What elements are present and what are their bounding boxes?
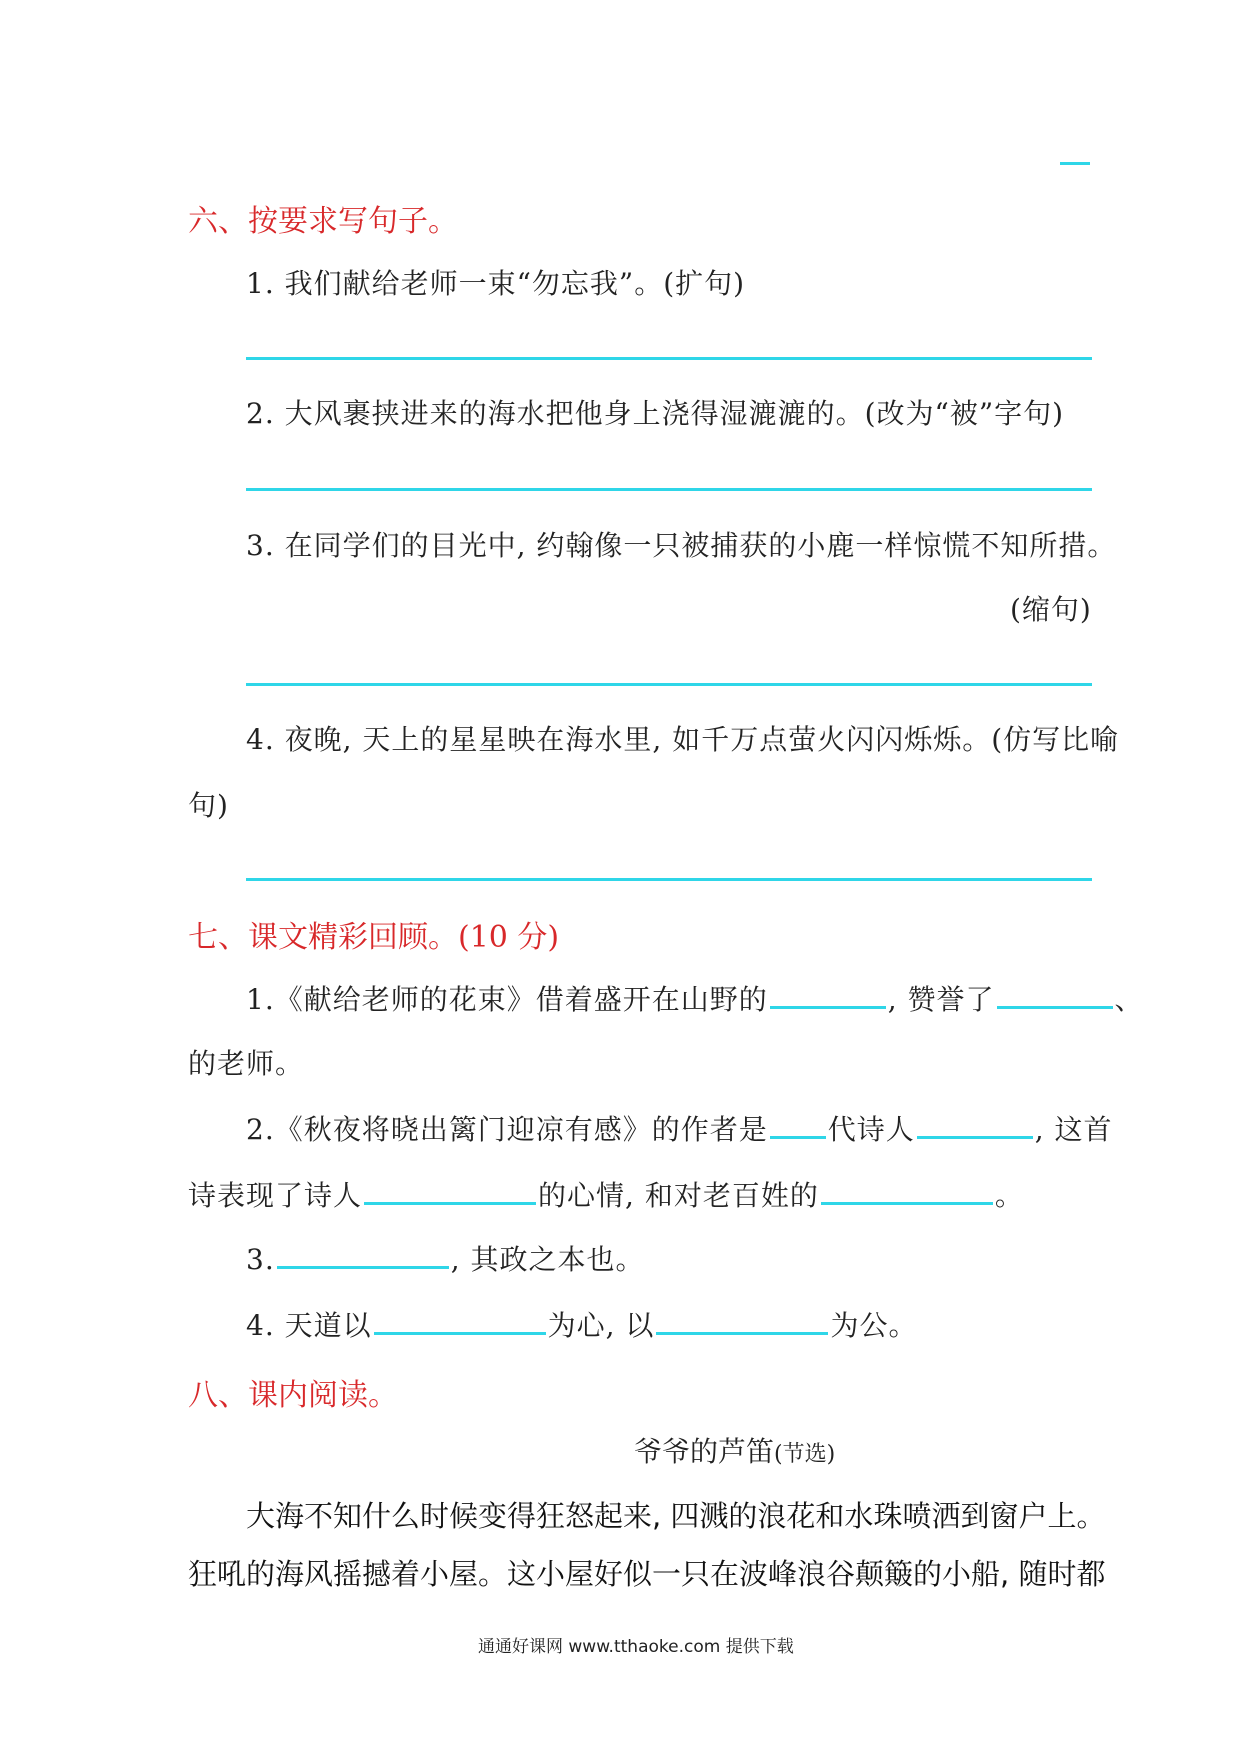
passage-line-1: 大海不知什么时候变得狂怒起来, 四溅的浪花和水珠喷洒到窗户上。: [246, 1499, 1106, 1533]
s7-q1-blank-1[interactable]: [770, 976, 886, 1009]
s7-q3-blank-1[interactable]: [277, 1236, 449, 1269]
s7-q4-blank-1[interactable]: [374, 1302, 546, 1335]
s6-answer-line-3[interactable]: [246, 683, 1092, 686]
s7-q2-text-c: , 这首: [1034, 1113, 1113, 1146]
s7-q2-blank-1[interactable]: [770, 1106, 826, 1139]
s7-q4-text-a: 4. 天道以: [246, 1309, 372, 1342]
s7-q2-text-a: 2.《秋夜将晓出篱门迎凉有感》的作者是: [246, 1113, 768, 1146]
passage-line-2: 狂吼的海风摇撼着小屋。这小屋好似一只在波峰浪谷颠簸的小船, 随时都: [188, 1557, 1106, 1591]
s7-q1-text-a: 1.《献给老师的花束》借着盛开在山野的: [246, 983, 768, 1016]
s7-question-2-cont: [188, 1172, 1024, 1214]
s7-q2-text-b: 代诗人: [827, 1113, 915, 1146]
s6-question-3-note: (缩句): [1010, 593, 1092, 626]
s7-q2-blank-4[interactable]: [821, 1172, 993, 1205]
s7-question-1-cont: 的老师。: [188, 1047, 305, 1080]
s7-q2-blank-3[interactable]: [364, 1172, 536, 1205]
s6-answer-line-2[interactable]: [246, 488, 1092, 491]
s6-question-3: 3. 在同学们的目光中, 约翰像一只被捕获的小鹿一样惊慌不知所措。: [246, 529, 1117, 562]
s7-q2-text-f: 。: [994, 1179, 1024, 1212]
s6-question-2: 2. 大风裹挟进来的海水把他身上浇得湿漉漉的。(改为“被”字句): [246, 397, 1065, 430]
section-8-heading: 八、课内阅读。: [188, 1378, 398, 1413]
s7-q2-text-e: 的心情, 和对老百姓的: [538, 1179, 819, 1212]
s7-q4-text-c: 为公。: [830, 1309, 918, 1342]
passage-title: [634, 1430, 835, 1470]
s7-q4-blank-2[interactable]: [656, 1302, 828, 1335]
corner-mark: [1060, 162, 1090, 165]
section-6-heading: 六、按要求写句子。: [188, 204, 458, 239]
s6-answer-line-1[interactable]: [246, 357, 1092, 360]
footer-credit: 通通好课网 www.tthaoke.com 提供下载: [478, 1637, 794, 1657]
s7-q3-text-b: , 其政之本也。: [450, 1243, 645, 1276]
s7-q2-blank-2[interactable]: [917, 1106, 1033, 1139]
s7-question-2: [246, 1106, 1113, 1148]
s6-question-4: 4. 夜晚, 天上的星星映在海水里, 如千万点萤火闪闪烁烁。(仿写比喻: [246, 723, 1120, 756]
s7-q1-text-c: 、: [1114, 983, 1144, 1016]
s7-q2-text-d: 诗表现了诗人: [188, 1179, 363, 1212]
s6-question-4-cont: 句): [188, 789, 229, 822]
s7-question-4: [246, 1302, 917, 1344]
s7-question-3: [246, 1236, 645, 1278]
s7-q4-text-b: 为心, 以: [547, 1309, 655, 1342]
s7-q3-text-a: 3.: [246, 1243, 275, 1276]
passage-title-note: (节选): [774, 1442, 836, 1467]
s6-question-1: 1. 我们献给老师一束“勿忘我”。(扩句): [246, 267, 746, 300]
passage-title-text: 爷爷的芦笛: [634, 1435, 775, 1468]
section-7-heading: 七、课文精彩回顾。(10 分): [188, 920, 560, 955]
s7-question-1: [246, 976, 1144, 1018]
s7-q1-blank-2[interactable]: [997, 976, 1113, 1009]
s6-answer-line-4[interactable]: [246, 878, 1092, 881]
s7-q1-text-b: , 赞誉了: [887, 983, 995, 1016]
